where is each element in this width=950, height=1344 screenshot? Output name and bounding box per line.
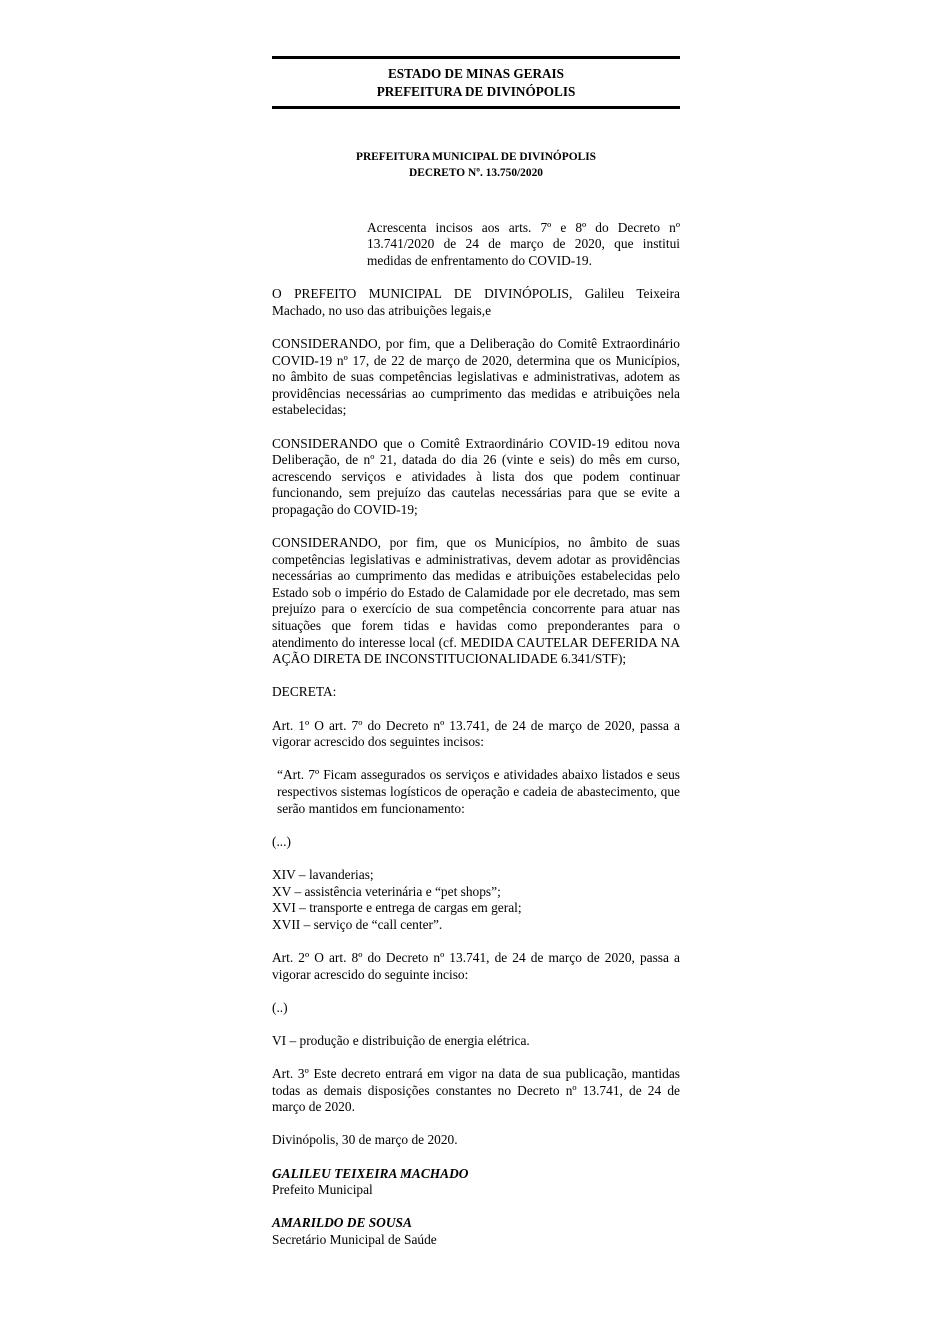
signatory-name: AMARILDO DE SOUSA [272, 1215, 412, 1231]
letterhead [272, 56, 680, 109]
document-page [272, 56, 680, 1249]
decree-number: DECRETO Nº. 13.750/2020 [409, 167, 543, 180]
preamble: O PREFEITO MUNICIPAL DE DIVINÓPOLIS, Galileu Teixeira Machado, no uso das atribuições legais,e [272, 286, 680, 318]
decree-heading [272, 149, 680, 182]
signatory-role: Prefeito Municipal [272, 1182, 373, 1198]
incisos-list [272, 867, 680, 933]
signatory-name: GALILEU TEIXEIRA MACHADO [272, 1165, 469, 1181]
inciso-art8: VI – produção e distribuição de energia elétrica. [272, 1032, 530, 1048]
inciso-item: XVII – serviço de “call center”. [272, 916, 443, 932]
inciso-item: XIV – lavanderias; [272, 866, 374, 882]
considerando-3: CONSIDERANDO, por fim, que os Municípios, no âmbito de suas competências legislativas e administrativas, devem adotar as providências necessárias ao cumprimento das medidas e atribuições estabelecidas pelo Estado sob o império do Estado de Calamidade por ele decretado, mas sem prejuízo para o exercício de sua competência concorrente para atuar nas situações que forem tidas e havidas como preponderantes para o atendimento do interesse local (cf. MEDIDA CAUTELAR DEFERIDA NA AÇÃO DIRETA DE INCONSTITUCIONALIDADE 6.341/STF); [272, 535, 680, 667]
date-place: Divinópolis, 30 de março de 2020. [272, 1132, 458, 1148]
article-3: Art. 3º Este decreto entrará em vigor na data de sua publicação, mantidas todas as demais disposições constantes no Decreto nº 13.741, de 24 de março de 2020. [272, 1066, 680, 1115]
article-7-quote: “Art. 7º Ficam assegurados os serviços e atividades abaixo listados e seus respectivos sistemas logísticos de operação e cadeia de abastecimento, que serão mantidos em funcionamento: [277, 767, 680, 816]
letterhead-city: PREFEITURA DE DIVINÓPOLIS [376, 83, 576, 99]
signature-block-1 [272, 1166, 680, 1199]
signatory-role: Secretário Municipal de Saúde [272, 1232, 437, 1248]
decree-issuer: PREFEITURA MUNICIPAL DE DIVINÓPOLIS [356, 151, 596, 163]
considerando-2: CONSIDERANDO que o Comitê Extraordinário COVID-19 editou nova Deliberação, de nº 21, datada do dia 26 (vinte e seis) do mês em curso, acrescendo serviços e atividades à lista dos que podem continuar funcionando, sem prejuízo das cautelas necessárias para que se evite a propagação do COVID-19; [272, 435, 680, 517]
article-2: Art. 2º O art. 8º do Decreto nº 13.741, de 24 de março de 2020, passa a vigorar acrescido do seguinte inciso: [272, 949, 680, 982]
decree-summary: Acrescenta incisos aos arts. 7º e 8º do Decreto nº 13.741/2020 de 24 de março de 2020, que institui medidas de enfrentamento do COVID-19. [367, 219, 680, 268]
inciso-item: XV – assistência veterinária e “pet shops”; [272, 883, 501, 899]
considerando-1: CONSIDERANDO, por fim, que a Deliberação do Comitê Extraordinário COVID-19 nº 17, de 22 de março de 2020, determina que os Municípios, no âmbito de suas competências legislativas e administrativas, adotem as providências necessárias ao cumprimento das medidas e atribuições nela estabelecidas; [272, 335, 680, 418]
letterhead-state: ESTADO DE MINAS GERAIS [388, 66, 564, 81]
article-1: Art. 1º O art. 7º do Decreto nº 13.741, de 24 de março de 2020, passa a vigorar acrescido dos seguintes incisos: [272, 717, 680, 750]
ellipsis-1: (...) [272, 833, 291, 849]
inciso-item: XVI – transporte e entrega de cargas em geral; [272, 900, 522, 916]
ellipsis-2: (..) [272, 999, 288, 1015]
signature-block-2 [272, 1215, 680, 1248]
decreta-heading: DECRETA: [272, 684, 337, 700]
